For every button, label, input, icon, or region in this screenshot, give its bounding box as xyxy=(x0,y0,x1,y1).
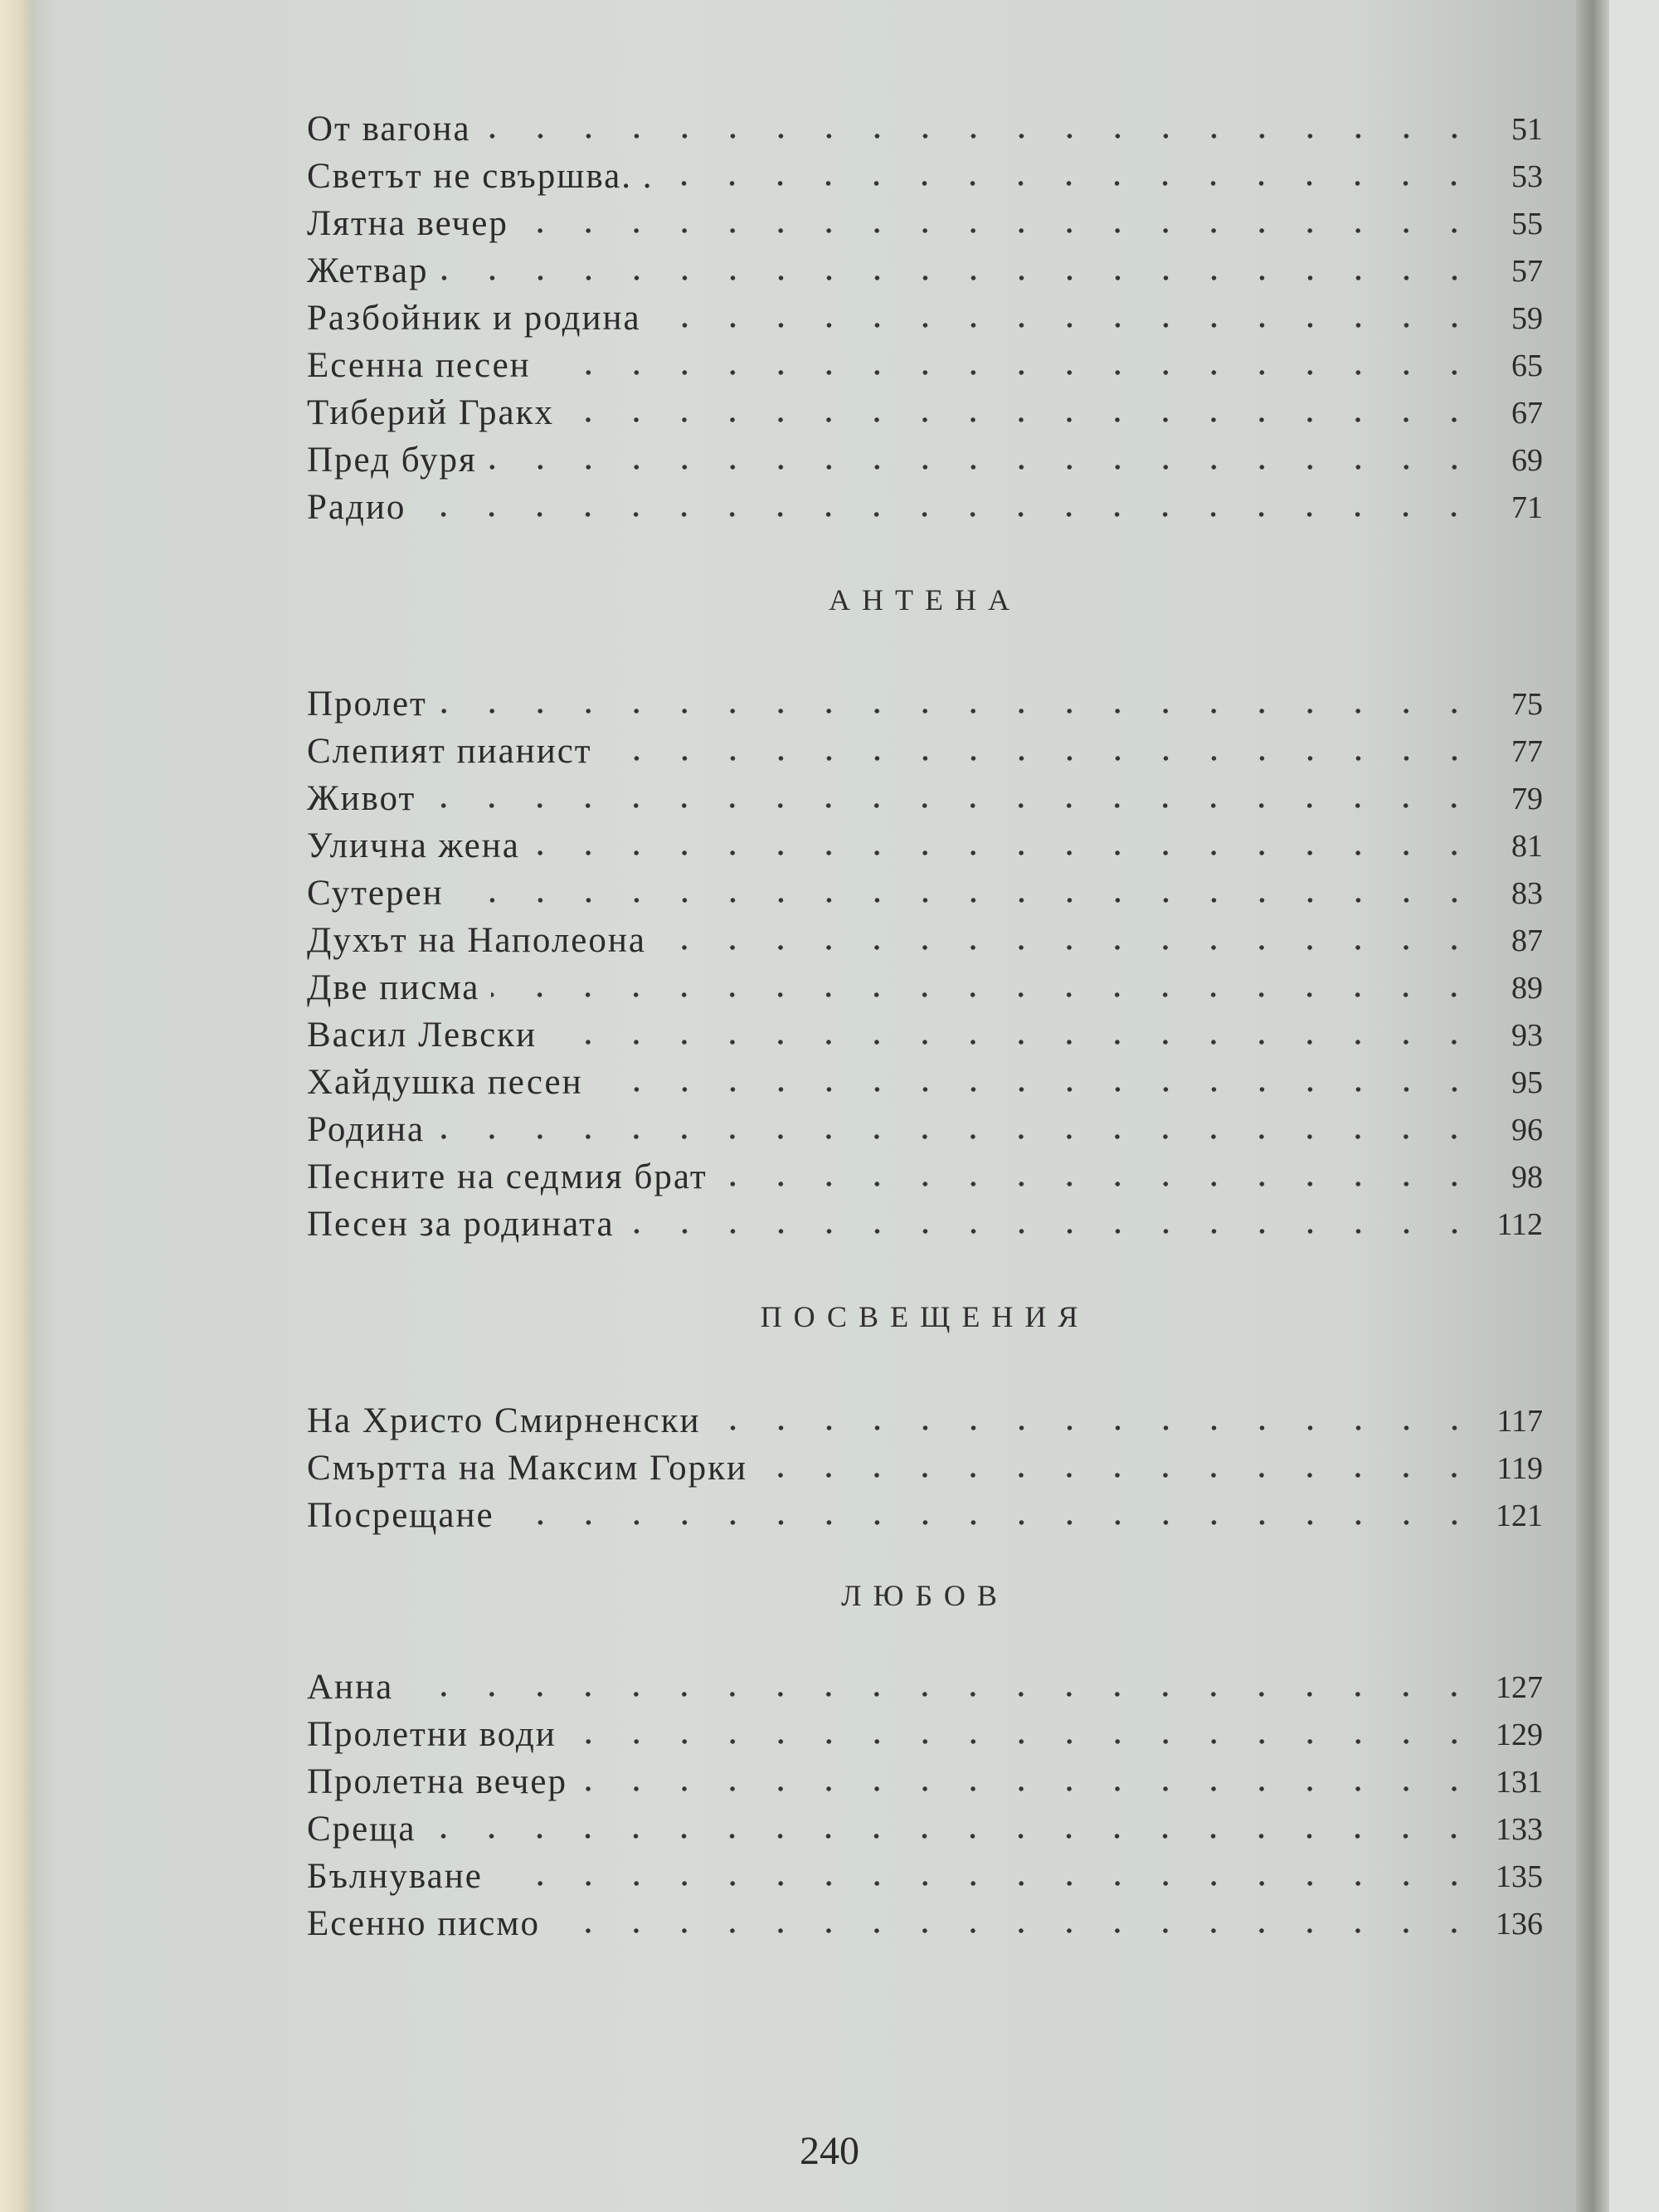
toc-entry xyxy=(307,1195,1543,1242)
section-heading: АНТЕНА xyxy=(829,583,1021,616)
entry-page: 136 xyxy=(1496,1907,1543,1942)
dot-leader xyxy=(436,1134,1478,1139)
entry-title: Пред буря xyxy=(307,441,477,480)
book-edge xyxy=(0,0,33,2212)
dot-leader xyxy=(626,1229,1478,1234)
entry-title: Светът не свършва. . xyxy=(307,157,654,196)
entry-title: На Христо Смирненски xyxy=(307,1401,701,1440)
entry-page: 81 xyxy=(1511,829,1543,864)
toc-entry xyxy=(307,1053,1543,1100)
dot-leader xyxy=(483,134,1478,139)
entry-page: 112 xyxy=(1496,1207,1543,1242)
dot-leader xyxy=(439,709,1478,714)
dot-leader xyxy=(759,1473,1478,1478)
toc-entry xyxy=(307,1894,1543,1942)
entry-title: Две писма xyxy=(307,968,480,1007)
entry-title: Сутерен xyxy=(307,874,444,913)
dot-leader xyxy=(542,370,1478,375)
toc-entry xyxy=(307,1486,1543,1533)
entry-page: 87 xyxy=(1511,923,1543,958)
entry-page: 95 xyxy=(1511,1065,1543,1100)
toc-group xyxy=(307,675,1543,1242)
dot-leader xyxy=(494,1881,1478,1886)
entry-title: Смъртта на Максим Горки xyxy=(307,1449,748,1488)
section-heading: ПОСВЕЩЕНИЯ xyxy=(760,1300,1090,1333)
dot-leader xyxy=(440,275,1478,280)
dot-leader xyxy=(713,1425,1478,1430)
toc-entry xyxy=(307,911,1543,958)
dot-leader xyxy=(417,512,1478,517)
entry-page: 133 xyxy=(1496,1812,1543,1847)
toc-entry xyxy=(307,431,1543,478)
entry-title: Родина xyxy=(307,1110,426,1149)
toc-entry xyxy=(307,1847,1543,1894)
entry-page: 57 xyxy=(1511,254,1543,289)
toc-entry xyxy=(307,769,1543,816)
dot-leader xyxy=(427,1834,1478,1839)
dot-leader xyxy=(506,1520,1478,1525)
entry-page: 67 xyxy=(1511,396,1543,431)
toc-group xyxy=(307,1658,1543,1942)
dot-leader xyxy=(427,803,1478,808)
entry-page: 77 xyxy=(1511,734,1543,769)
entry-title: Тиберий Гракх xyxy=(307,393,555,432)
toc-entry xyxy=(307,1705,1543,1752)
dot-leader xyxy=(455,898,1478,903)
entry-title: Анна xyxy=(307,1668,394,1707)
dot-leader xyxy=(658,945,1478,950)
entry-page: 75 xyxy=(1511,687,1543,722)
entry-title: Хайдушка песен xyxy=(307,1063,583,1102)
dot-leader xyxy=(604,756,1478,761)
entry-page: 121 xyxy=(1496,1498,1543,1533)
entry-title: Песните на седмия брат xyxy=(307,1157,708,1196)
dot-leader xyxy=(552,1928,1478,1933)
entry-title: Песен за родината xyxy=(307,1205,615,1244)
entry-title: Среща xyxy=(307,1810,416,1849)
dot-leader xyxy=(664,181,1478,186)
entry-title: Слепият пианист xyxy=(307,732,592,771)
dot-leader xyxy=(719,1182,1478,1186)
entry-title: Пролетни води xyxy=(307,1715,557,1754)
entry-title: Радио xyxy=(307,488,406,527)
toc-entry xyxy=(307,722,1543,769)
entry-title: Духът на Наполеона xyxy=(307,921,646,960)
toc-entry xyxy=(307,1391,1543,1439)
entry-title: Живот xyxy=(307,779,416,818)
entry-page: 96 xyxy=(1511,1113,1543,1147)
entry-title: Пролетна вечер xyxy=(307,1762,567,1801)
entry-title: Пролет xyxy=(307,685,427,724)
entry-title: Васил Левски xyxy=(307,1016,538,1055)
toc-entry xyxy=(307,958,1543,1006)
dot-leader xyxy=(489,465,1478,470)
entry-page: 135 xyxy=(1496,1859,1543,1894)
entry-page: 93 xyxy=(1511,1018,1543,1053)
dot-leader xyxy=(405,1692,1478,1697)
dot-leader xyxy=(566,417,1478,422)
entry-page: 129 xyxy=(1496,1717,1543,1752)
entry-page: 71 xyxy=(1511,490,1543,525)
toc-entry xyxy=(307,336,1543,383)
entry-page: 65 xyxy=(1511,348,1543,383)
dot-leader xyxy=(548,1040,1478,1045)
entry-page: 98 xyxy=(1511,1160,1543,1195)
entry-title: Улична жена xyxy=(307,826,520,865)
entry-page: 51 xyxy=(1511,112,1543,147)
toc-entry xyxy=(307,1147,1543,1195)
toc-entry xyxy=(307,1658,1543,1705)
entry-title: Есенна песен xyxy=(307,346,531,385)
book-gutter xyxy=(1576,0,1609,2212)
dot-leader xyxy=(491,992,1478,997)
entry-title: Лятна вечер xyxy=(307,204,508,243)
entry-page: 53 xyxy=(1511,159,1543,194)
toc-group xyxy=(307,1391,1543,1533)
toc-entry xyxy=(307,147,1543,194)
page-number: 240 xyxy=(800,2129,859,2173)
entry-title: Бълнуване xyxy=(307,1857,483,1896)
toc-entry xyxy=(307,1752,1543,1800)
toc-entry xyxy=(307,241,1543,289)
toc-entry xyxy=(307,816,1543,864)
entry-page: 131 xyxy=(1496,1765,1543,1800)
entry-page: 79 xyxy=(1511,782,1543,816)
entry-page: 89 xyxy=(1511,971,1543,1006)
book-edge-shadow xyxy=(33,0,58,2212)
entry-title: От вагона xyxy=(307,110,471,149)
dot-leader xyxy=(579,1786,1478,1791)
toc-entry xyxy=(307,1006,1543,1053)
toc-entry xyxy=(307,675,1543,722)
entry-title: Разбойник и родина xyxy=(307,299,641,338)
table-of-contents xyxy=(307,100,1543,1942)
toc-entry xyxy=(307,1800,1543,1847)
entry-page: 83 xyxy=(1511,876,1543,911)
section-heading: ЛЮБОВ xyxy=(841,1579,1009,1612)
dot-leader xyxy=(568,1739,1478,1744)
toc-entry xyxy=(307,289,1543,336)
dot-leader xyxy=(532,850,1478,855)
entry-page: 127 xyxy=(1496,1670,1543,1705)
dot-leader xyxy=(653,323,1478,328)
toc-entry xyxy=(307,194,1543,241)
entry-title: Посрещане xyxy=(307,1496,494,1535)
toc-entry xyxy=(307,864,1543,911)
dot-leader xyxy=(595,1087,1478,1092)
entry-title: Есенно писмо xyxy=(307,1904,541,1943)
entry-page: 119 xyxy=(1496,1451,1543,1486)
toc-entry xyxy=(307,1100,1543,1147)
entry-page: 55 xyxy=(1511,207,1543,241)
toc-entry xyxy=(307,478,1543,525)
entry-page: 69 xyxy=(1511,443,1543,478)
toc-entry xyxy=(307,383,1543,431)
toc-group xyxy=(307,100,1543,525)
entry-page: 117 xyxy=(1496,1404,1543,1439)
entry-page: 59 xyxy=(1511,301,1543,336)
dot-leader xyxy=(520,228,1478,233)
adjacent-page-edge xyxy=(1609,0,1659,2212)
toc-entry xyxy=(307,1439,1543,1486)
toc-entry xyxy=(307,100,1543,147)
entry-title: Жетвар xyxy=(307,251,429,290)
